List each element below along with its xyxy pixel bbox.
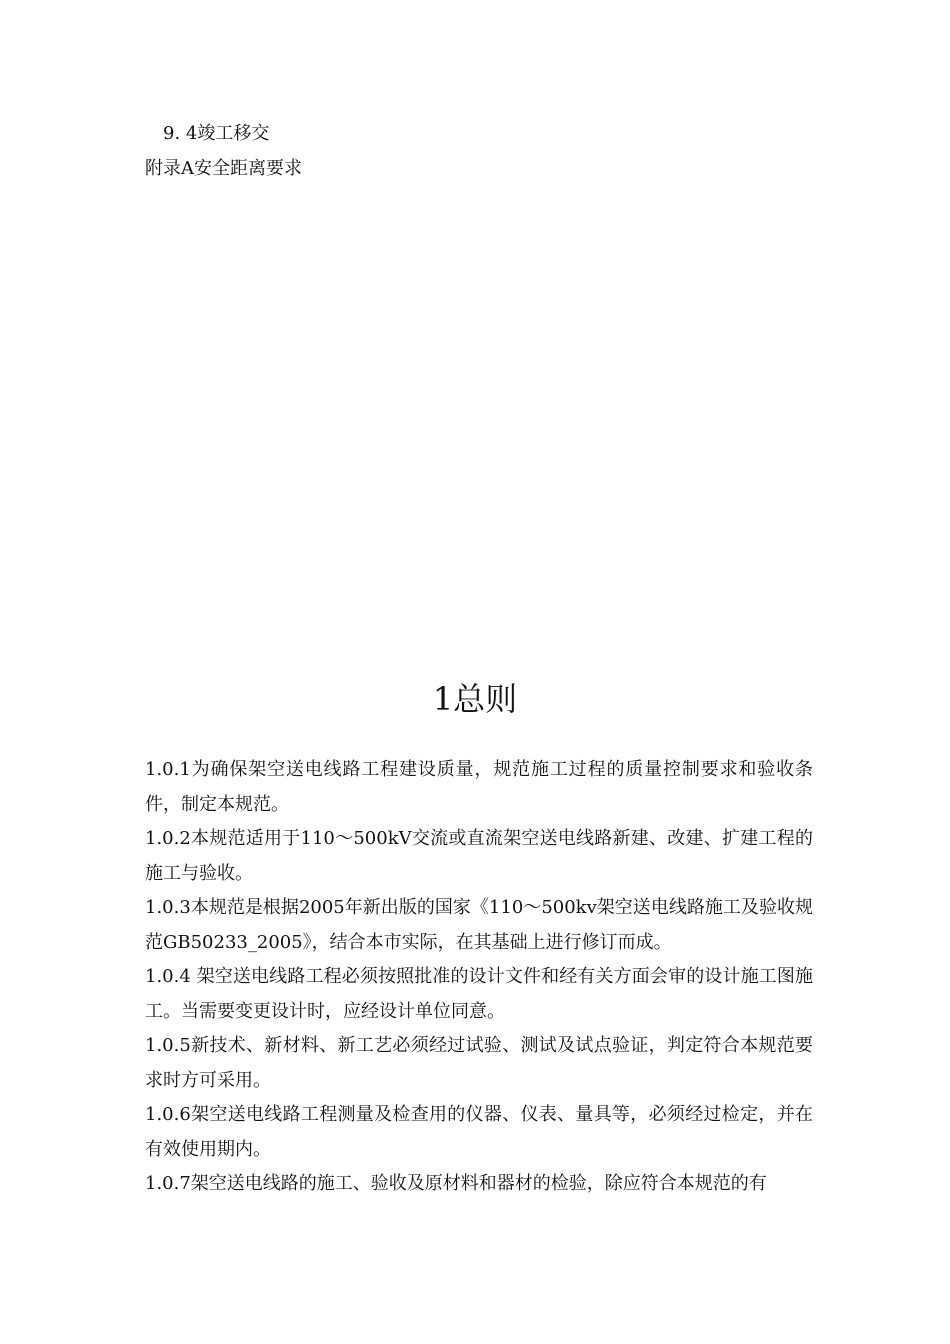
toc-item-9-4: 9. 4竣工移交 [163,123,270,144]
clause-1-0-5: 1.0.5新技术、新材料、新工艺必须经过试验、测试及试点验证，判定符合本规范要求时方可采用。 [145,1035,813,1091]
chapter-title: 1总则 [432,680,518,719]
chapter-body [145,753,813,1202]
clause-1-0-6: 1.0.6架空送电线路工程测量及检查用的仪器、仪表、量具等，必须经过检定，并在有效使用期内。 [145,1104,813,1160]
clause-1-0-1: 1.0.1为确保架空送电线路工程建设质量，规范施工过程的质量控制要求和验收条件，制定本规范。 [145,759,813,815]
clause-1-0-2: 1.0.2本规范适用于110～500kV交流或直流架空送电线路新建、改建、扩建工程的施工与验收。 [145,828,813,884]
clause-1-0-4: 1.0.4 架空送电线路工程必须按照批准的设计文件和经有关方面会审的设计施工图施工。当需要变更设计时，应经设计单位同意。 [145,966,813,1022]
clause-1-0-3: 1.0.3本规范是根据2005年新出版的国家《110～500kv架空送电线路施工及验收规范GB50233_2005》，结合本市实际，在其基础上进行修订而成。 [145,897,813,953]
toc-appendix-a: 附录A安全距离要求 [145,158,302,179]
clause-1-0-7: 1.0.7架空送电线路的施工、验收及原材料和器材的检验，除应符合本规范的有 [145,1173,767,1194]
